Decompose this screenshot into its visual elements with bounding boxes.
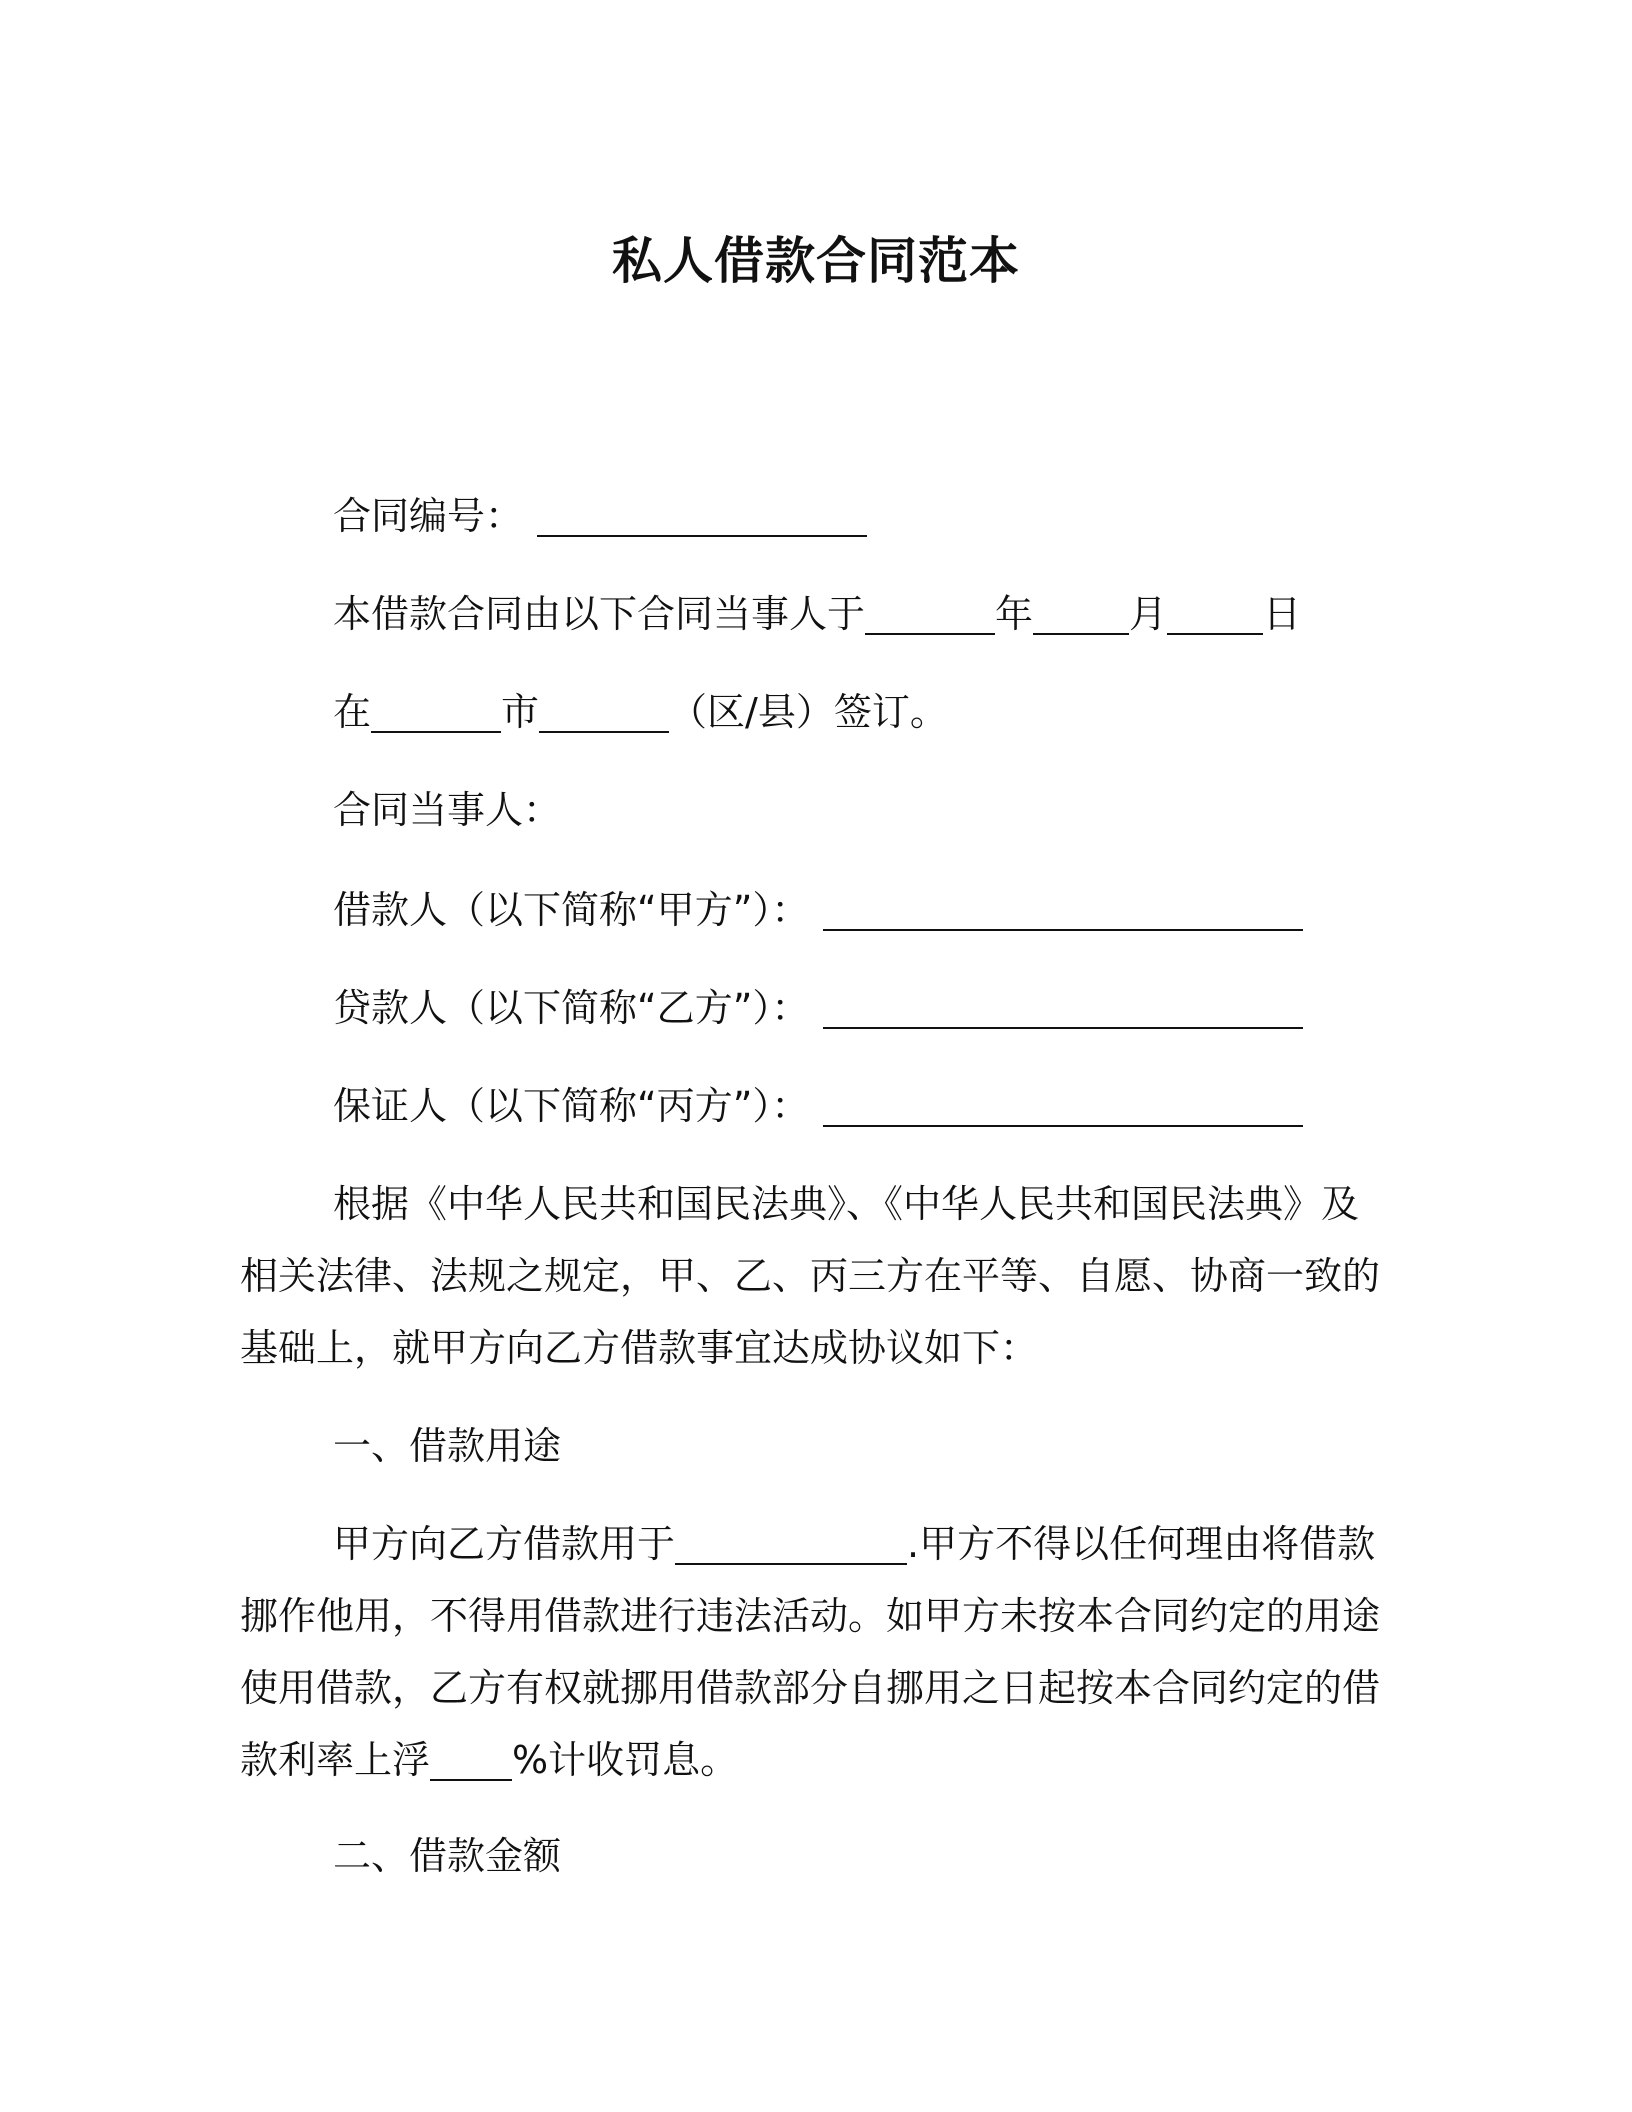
district-blank xyxy=(539,697,669,733)
day-blank xyxy=(1167,599,1263,635)
preamble-line-2: 相关法律、法规之规定，甲、乙、丙三方在平等、自愿、协商一致的 xyxy=(240,1254,1381,1298)
section-1-line-1 xyxy=(333,1518,1375,1570)
lender-line xyxy=(333,982,1303,1034)
month-label: 月 xyxy=(1129,592,1168,636)
signing-date-line xyxy=(333,588,1301,640)
penalty-suffix: %计收罚息。 xyxy=(512,1738,739,1782)
penalty-rate-blank xyxy=(430,1745,512,1781)
section-2-heading: 二、借款金额 xyxy=(333,1834,562,1878)
city-blank xyxy=(371,697,501,733)
section-1-heading: 一、借款用途 xyxy=(333,1424,562,1468)
contract-number-blank xyxy=(537,501,867,537)
city-label: 市 xyxy=(501,690,540,734)
contract-number-label: 合同编号： xyxy=(333,494,524,538)
parties-label: 合同当事人： xyxy=(333,788,562,832)
section-1-line-3: 使用借款，乙方有权就挪用借款部分自挪用之日起按本合同约定的借 xyxy=(240,1666,1381,1710)
purpose-blank xyxy=(675,1529,907,1565)
penalty-prefix: 款利率上浮 xyxy=(240,1738,431,1782)
purpose-suffix: .甲方不得以任何理由将借款 xyxy=(907,1522,1376,1566)
borrower-label: 借款人（以下简称“甲方”）： xyxy=(333,888,810,932)
day-label: 日 xyxy=(1263,592,1302,636)
document-title: 私人借款合同范本 xyxy=(612,232,1020,290)
borrower-blank xyxy=(823,895,1303,931)
section-1-line-4 xyxy=(240,1734,738,1786)
year-blank xyxy=(865,599,995,635)
guarantor-label: 保证人（以下简称“丙方”）： xyxy=(333,1084,810,1128)
preamble-line-1: 根据《中华人民共和国民法典》、《中华人民共和国民法典》及 xyxy=(333,1182,1360,1226)
signing-place-suffix: （区/县）签订。 xyxy=(669,690,948,734)
month-blank xyxy=(1033,599,1129,635)
signing-place-line xyxy=(333,686,948,738)
purpose-prefix: 甲方向乙方借款用于 xyxy=(333,1522,676,1566)
lender-label: 贷款人（以下简称“乙方”）： xyxy=(333,986,810,1030)
preamble-line-3: 基础上，就甲方向乙方借款事宜达成协议如下： xyxy=(240,1326,1039,1370)
signing-place-prefix: 在 xyxy=(333,690,372,734)
contract-number-line xyxy=(333,490,867,542)
guarantor-blank xyxy=(823,1091,1303,1127)
year-label: 年 xyxy=(995,592,1034,636)
lender-blank xyxy=(823,993,1303,1029)
section-1-line-2: 挪作他用，不得用借款进行违法活动。如甲方未按本合同约定的用途 xyxy=(240,1594,1381,1638)
borrower-line xyxy=(333,884,1303,936)
signing-date-prefix: 本借款合同由以下合同当事人于 xyxy=(333,592,866,636)
guarantor-line xyxy=(333,1080,1303,1132)
